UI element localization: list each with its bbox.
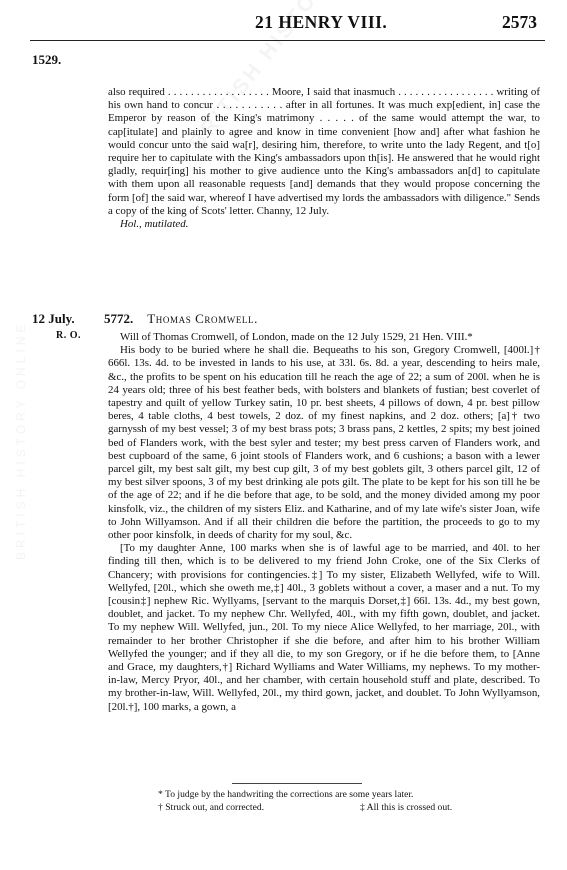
entry-body	[108, 331, 540, 714]
header-rule	[30, 40, 545, 41]
running-title: 21 HENRY VIII.	[255, 12, 388, 32]
entry-paragraph: His body to be buried where he shall die. Bequeaths to his son, Gregory Cromwell, [400l.]† 666l. 13s. 4d. to be invested in lands to his use, at 33l. 6s. 8d. a year, descending to heirs male, &c., the profits to be spent on his education till he reach the age of 22; a sum of 200l. when he is 24 years old; three of his best feather beds, with bolsters and blankets of fustian; best coverlet of tapestry and quilt of yellow Turkey satin, 10 pr. best sheets, 4 pillows of down, 4 pr. best pillow beres, 4 table cloths, 4 best towels, 2 doz. of my finest napkins, and 2 doz. others; [a]† two garnyssh of my best vessel; 3 of my best brass pots; 3 brass pans, 2 kettles, 2 spits; my best joined bed of Flanders work, with the best syler and tester; my best press carven of Flanders work, and best cupboard of the same, 6 joint stools of Flanders work, and 6 cushions; a bason with a lewer parcel gilt, my best salt gilt, my best cup gilt, 3 of my best goblets gilt, 3 others parcel gilt, 12 of my best silver spoons, 3 of my best drinking ale pots gilt. The plate to be kept for his son till he be of the age of 22; and if he die before that age, to be sold, and the money divided among my poor kinsfolk, viz., the children of my sisters Eliz. and Katharine, and of my late wife's sister Joan, wife to John Willyamson. And if all their children die before the partition, the proceeds to go to my other poor kinsfolk, in deeds of charity for my soul, &c.	[108, 344, 540, 542]
footnote-double-dagger: ‡ All this is crossed out.	[360, 802, 453, 813]
footnote-star: * To judge by the handwriting the corrections are some years later.	[158, 789, 414, 800]
side-watermark: BRITISH HISTORY ONLINE	[14, 320, 28, 560]
previous-entry	[108, 86, 540, 231]
entry-number: 5772.	[104, 311, 134, 326]
footnote-dagger: † Struck out, and corrected.	[158, 802, 265, 813]
entry-paragraph: Will of Thomas Cromwell, of London, made on the 12 July 1529, 21 Hen. VIII.*	[120, 331, 473, 343]
previous-entry-signature: Hol., mutilated.	[120, 218, 189, 231]
previous-entry-text: also required . . . . . . . . . . . . . . . . . . Moore, I said that inasmuch . . . . . . . . . . . . . . . . . writing of his own hand to concur . . . . . . . . . . . after in all fortunes. It was much exp[edient, in] case the Emperor by reason of the King's matrimony . . . . . of the same would attempt the war, to cap[itulate] and plainly to agree and know in time convenient [how and] after what fashion he would concur unto the said wa[r], desiring him, therefore, to write unto the lady Regent, and t[o] require her to capitulate with the King's ambassadors upon th[is]. He answered that he would right gladly, requir[ing] his mother to give audience unto the King's ambassadors an[d] to capitulate with them upon all reasonable requests [and] demands that they would propose concerning the form [of] the said war, whereof I have advertised my lords the ambassadors with diligence." Sends a copy of the king of Scots' letter. Channy, 12 July.	[108, 86, 540, 217]
margin-entry-source: R. O.	[56, 330, 81, 341]
entry-name: Thomas Cromwell.	[147, 311, 258, 326]
entry-heading	[104, 311, 258, 327]
footnote-rule	[232, 783, 362, 784]
margin-year: 1529.	[32, 52, 62, 67]
margin-entry-date: 12 July.	[32, 311, 75, 326]
entry-paragraph: [To my daughter Anne, 100 marks when she is of lawful age to be married, and 40l. to her finding till then, which is to be delivered to my friend John Croke, one of the Six Clerks of Chancery; with provisions for contingencies.‡] To my sister, Elizabeth Wellyfed, wife to Will. Wellyfed, [20l., which she oweth me,‡] 40l., 3 goblets without a cover, a maser and a nut. To my [cousin‡] nephew Ric. Wyllyams, [servant to the marquis Dorset,‡] 66l. 13s. 4d., my best gown, doublet, and jacket. To my nephew Chr. Wellyfed, 40l., with my fifth gown, doublet, and jacket. To my nephew Will. Wellyfed, jun., 20l. To my niece Alice Wellyfed, to her marriage, 20l., with remainder to her brother Christopher if she die before, and after him to his brother William Wellyfed the younger; and if they all die, to my son Gregory, or if he die before them, to [Anne and Grace, my daughters,†] Richard Wylliams and Water Williams, my nephews. To my mother-in-law, Mercy Pryor, 40l., and her chamber, with certain household stuff and plate, described. To my brother-in-law, Will. Wellyfed, 20l., my third gown, jacket, and doublet. To John Wyllyamson, [20l.†], 100 marks, a gown, a	[108, 542, 540, 713]
page-number: 2573	[502, 12, 537, 32]
